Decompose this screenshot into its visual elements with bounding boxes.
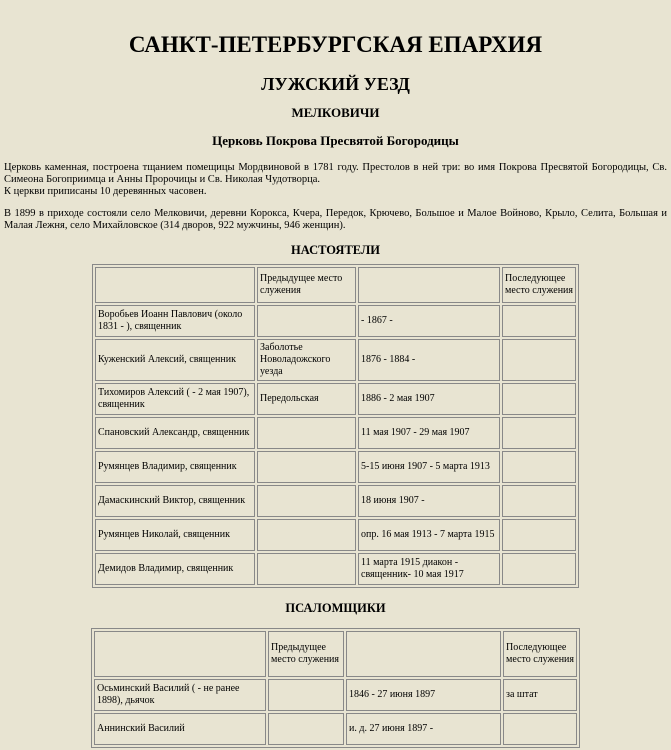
table-row: [95, 553, 576, 585]
table-row: [95, 339, 576, 381]
cell-previous: [257, 485, 356, 517]
cell-next: [503, 713, 577, 745]
church-description: [4, 162, 667, 198]
cell-previous: [257, 519, 356, 551]
psalmists-table: [91, 628, 580, 748]
cell-previous: [257, 553, 356, 585]
rectors-heading: НАСТОЯТЕЛИ: [290, 243, 380, 257]
cell-previous: Передольская: [257, 383, 356, 415]
header-cell-previous: Предыдущее место служения: [257, 267, 356, 303]
cell-next: [502, 485, 576, 517]
cell-previous: [257, 451, 356, 483]
header-cell-period: [358, 267, 500, 303]
cell-previous: [268, 679, 344, 711]
cell-name: Демидов Владимир, священник: [95, 553, 255, 585]
cell-name: Осьминский Василий ( - не ранее 1898), дьячок: [94, 679, 266, 711]
cell-next: [502, 519, 576, 551]
cell-period: 18 июня 1907 -: [358, 485, 500, 517]
parish-description: В 1899 в приходе состояли село Мелковичи, деревни Корокса, Кчера, Передок, Крючево, Большое и Малое Войново, Крыло, Селита, Большая и Малая Лежня, село Михайловское (314 дворов, 922 мужчины, 946 женщин).: [4, 208, 667, 231]
page-title: САНКТ-ПЕТЕРБУРГСКАЯ ЕПАРХИЯ: [128, 32, 543, 57]
cell-period: 1846 - 27 июня 1897: [346, 679, 501, 711]
table-row: [95, 417, 576, 449]
table-header-row: [95, 267, 576, 303]
cell-name: Дамаскинский Виктор, священник: [95, 485, 255, 517]
table-row: [95, 305, 576, 337]
header-cell-next: Последующее место служения: [502, 267, 576, 303]
village-heading: МЕЛКОВИЧИ: [291, 105, 380, 120]
table-row: [94, 713, 577, 745]
cell-period: 11 мая 1907 - 29 мая 1907: [358, 417, 500, 449]
header-cell-name: [94, 631, 266, 677]
chapels-note: К церкви приписаны 10 деревянных часовен.: [4, 186, 207, 197]
table-row: [95, 519, 576, 551]
cell-name: Румянцев Владимир, священник: [95, 451, 255, 483]
cell-name: Тихомиров Алексий ( - 2 мая 1907), священник: [95, 383, 255, 415]
cell-previous: [257, 305, 356, 337]
cell-period: 5-15 июня 1907 - 5 марта 1913: [358, 451, 500, 483]
cell-period: 11 марта 1915 диакон - священник- 10 мая 1917: [358, 553, 500, 585]
header-cell-previous: Предыдущее место служения: [268, 631, 344, 677]
church-heading: Церковь Покрова Пресвятой Богородицы: [212, 133, 459, 148]
cell-period: 1876 - 1884 -: [358, 339, 500, 381]
cell-period: опр. 16 мая 1913 - 7 марта 1915: [358, 519, 500, 551]
cell-name: Румянцев Николай, священник: [95, 519, 255, 551]
rectors-table: [92, 264, 579, 588]
cell-name: Воробьев Иоанн Павлович (около 1831 - ), священник: [95, 305, 255, 337]
cell-next: [502, 305, 576, 337]
cell-period: - 1867 -: [358, 305, 500, 337]
cell-previous: Заболотье Новоладожского уезда: [257, 339, 356, 381]
cell-period: и. д. 27 июня 1897 -: [346, 713, 501, 745]
table-row: [95, 383, 576, 415]
cell-name: Аннинский Василий: [94, 713, 266, 745]
cell-previous: [268, 713, 344, 745]
header-cell-name: [95, 267, 255, 303]
cell-next: [502, 339, 576, 381]
cell-next: [502, 383, 576, 415]
header-cell-next: Последующее место служения: [503, 631, 577, 677]
table-row: [95, 451, 576, 483]
cell-next: [502, 417, 576, 449]
cell-period: 1886 - 2 мая 1907: [358, 383, 500, 415]
cell-name: Куженский Алексий, священник: [95, 339, 255, 381]
header-cell-period: [346, 631, 501, 677]
table-row: [95, 485, 576, 517]
cell-name: Спановский Александр, священник: [95, 417, 255, 449]
table-header-row: [94, 631, 577, 677]
cell-previous: [257, 417, 356, 449]
cell-next: [502, 451, 576, 483]
cell-next: за штат: [503, 679, 577, 711]
document-page: [0, 30, 671, 748]
table-row: [94, 679, 577, 711]
cell-next: [502, 553, 576, 585]
church-description-text: Церковь каменная, построена тщанием помещицы Мордвиновой в 1781 году. Престолов в ней три: во имя Покрова Пресвятой Богородицы, Св. Симеона Богоприимца и Анны Пророчицы и Св. Николая Чудотворца.: [4, 162, 667, 185]
district-heading: ЛУЖСКИЙ УЕЗД: [261, 74, 410, 94]
psalmists-heading: ПСАЛОМЩИКИ: [285, 601, 386, 615]
